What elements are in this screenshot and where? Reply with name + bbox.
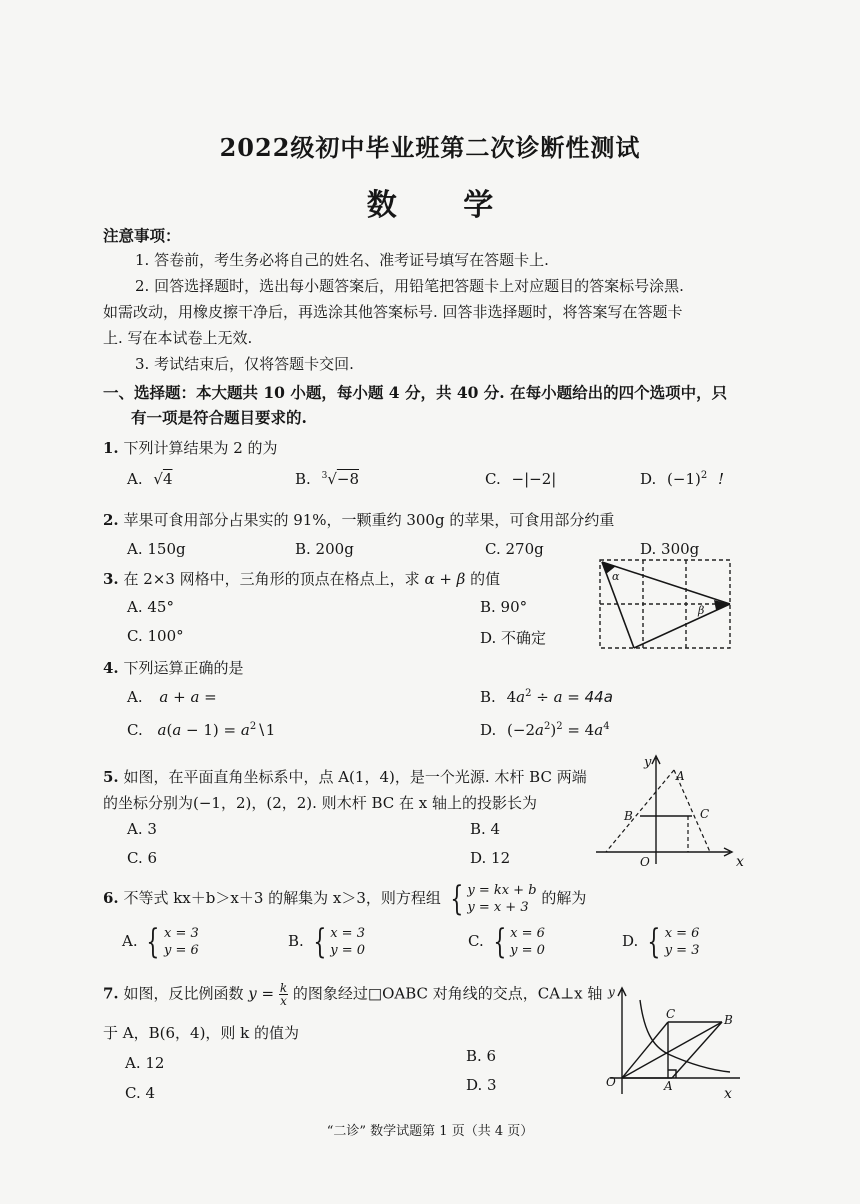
note-2-cont: 如需改动，用橡皮擦干净后，再选涂其他答案标号. 回答非选择题时，将答案写在答题卡 <box>103 303 683 321</box>
q4-option-b: B. $4a^2 \div a = 44a$ <box>480 688 613 706</box>
q6-option-b: B. { x = 3 y = 0 <box>288 922 365 962</box>
q5-line2: 的坐标分别为(−1，2)，(2，2). 则木杆 BC 在 x 轴上的投影长为 <box>103 794 537 812</box>
section-heading-cont: 有一项是符合题目要求的. <box>131 408 307 427</box>
q5-option-d: D. 12 <box>470 849 511 867</box>
q4-hand-answer: 4a <box>594 688 613 706</box>
q5-number: 5. <box>103 768 119 786</box>
q2-option-b: B. 200g <box>295 540 354 558</box>
q4-option-c: C. $a(a - 1) = a^2∖1$ <box>127 721 276 739</box>
q1-stem <box>103 437 278 458</box>
q6-option-d: D. { x = 6 y = 3 <box>622 922 700 962</box>
q2-number: 2. <box>103 511 119 529</box>
q2-text: 苹果可食用部分占果实的 91%，一颗重约 300g 的苹果，可食用部分约重 <box>123 511 615 529</box>
q7-origin: O <box>606 1075 616 1089</box>
notes-heading: 注意事项： <box>103 226 181 245</box>
q7-y-axis-label: y <box>608 985 615 999</box>
q1-number: 1. <box>103 439 119 457</box>
q1-option-a: A. √4 <box>127 470 173 488</box>
note-2: 2. 回答选择题时，选出每小题答案后，用铅笔把答题卡上对应题目的答案标号涂黑. <box>135 277 684 295</box>
q3-text: 在 2×3 网格中，三角形的顶点在格点上，求 <box>123 570 420 588</box>
q1-option-c: C. −|−2| <box>485 470 557 488</box>
q5-option-b: B. 4 <box>470 820 501 838</box>
q1-option-d: D. $(-1)^2$ ! <box>640 470 725 488</box>
q5-coordinate-figure <box>596 752 752 870</box>
q3-option-a: A. 45° <box>127 598 174 616</box>
q7-line2: 于 A，B(6，4)，则 k 的值为 <box>103 1024 300 1042</box>
q5-option-a: A. 3 <box>127 820 157 838</box>
q1-text: 下列计算结果为 2 的为 <box>123 439 278 457</box>
note-3: 3. 考试结束后，仅将答题卡交回. <box>135 355 354 373</box>
q3-grid-figure <box>594 556 734 652</box>
q7-option-b: B. 6 <box>466 1047 497 1065</box>
q3-option-c: C. 100° <box>127 627 184 645</box>
q7-text-post: 的图象经过□OABC 对角线的交点，CA⊥x 轴 <box>292 984 603 1003</box>
q7-y-eq: y = <box>248 984 275 1003</box>
q7-text-pre: 如图，反比例函数 <box>123 984 244 1003</box>
q5-stem <box>103 766 587 787</box>
q5-origin: O <box>640 855 650 869</box>
section-heading: 一、选择题：本大题共 10 小题，每小题 4 分，共 40 分. 在每小题给出的四个选项中，只 <box>103 383 728 402</box>
subject-title: 数 学 <box>366 188 522 223</box>
q3-option-d: D. 不确定 <box>480 629 547 647</box>
q5-y-axis-label: y <box>644 755 652 770</box>
q7-frac-den: x <box>280 994 287 1008</box>
q5-point-a: A <box>676 769 685 783</box>
q4-text: 下列运算正确的是 <box>123 659 244 677</box>
q6-option-a: A. { x = 3 y = 6 <box>122 922 199 962</box>
q2-option-a: A. 150g <box>127 540 186 558</box>
q3-stem <box>103 568 500 589</box>
q7-point-b: B <box>724 1013 733 1027</box>
q6-stem: 6. 不等式 kx＋b＞x＋3 的解集为 x＞3，则方程组 { y = kx + b y = x + 3 的解为 <box>103 879 587 919</box>
q6-number: 6. <box>103 889 119 907</box>
exam-title: 2022级初中毕业班第二次诊断性测试 <box>219 133 641 162</box>
q7-stem <box>103 982 602 1007</box>
q1-option-b: B. $^3$√−8 <box>295 470 359 488</box>
q3-alpha-label: α <box>612 570 620 583</box>
q3-beta-label: β <box>698 604 705 617</box>
q5-option-c: C. 6 <box>127 849 158 867</box>
q7-point-c: C <box>666 1007 676 1021</box>
q7-option-d: D. 3 <box>466 1076 497 1094</box>
q6-text-post: 的解为 <box>541 889 587 907</box>
q3-number: 3. <box>103 570 119 588</box>
page-footer: “二诊” 数学试题第 1 页（共 4 页） <box>326 1124 534 1139</box>
q3-tail: 的值 <box>470 570 501 588</box>
q4-option-d: D. $(-2a^2)^2 = 4a^4$ <box>480 721 610 739</box>
q3-alpha-beta: α + β <box>424 570 466 588</box>
q1-hand-mark: ! <box>718 470 725 488</box>
q7-point-a: A <box>664 1079 673 1093</box>
q2-stem <box>103 509 614 530</box>
q3-option-b: B. 90° <box>480 598 528 616</box>
q6-system-top: y = kx + b <box>467 883 537 898</box>
note-2-end: 上. 写在本试卷上无效. <box>103 329 253 347</box>
q7-option-c: C. 4 <box>125 1084 156 1102</box>
q6-system-bottom: y = x + 3 <box>467 900 529 915</box>
q5-point-c: C <box>700 807 710 821</box>
q5-line1: 如图，在平面直角坐标系中，点 A(1，4)，是一个光源. 木杆 BC 两端 <box>123 768 587 786</box>
q4-number: 4. <box>103 659 119 677</box>
q6-text-pre: 不等式 kx＋b＞x＋3 的解集为 x＞3，则方程组 <box>123 889 441 907</box>
q2-option-c: C. 270g <box>485 540 544 558</box>
q6-option-c: C. { x = 6 y = 0 <box>468 922 545 962</box>
q4-stem <box>103 657 243 678</box>
q7-frac-num: k <box>279 981 288 995</box>
q7-x-axis-label: x <box>724 1086 732 1102</box>
q7-number: 7. <box>103 984 119 1003</box>
q5-x-axis-label: x <box>736 854 744 870</box>
q7-option-a: A. 12 <box>125 1054 165 1072</box>
q4-option-a: A. a + a = <box>127 688 217 706</box>
note-1: 1. 答卷前，考生务必将自己的姓名、准考证号填写在答题卡上. <box>135 251 549 269</box>
q5-point-b: B <box>624 809 633 823</box>
q2-option-d: D. 300g <box>640 540 700 558</box>
q7-parallelogram-figure <box>600 982 750 1102</box>
